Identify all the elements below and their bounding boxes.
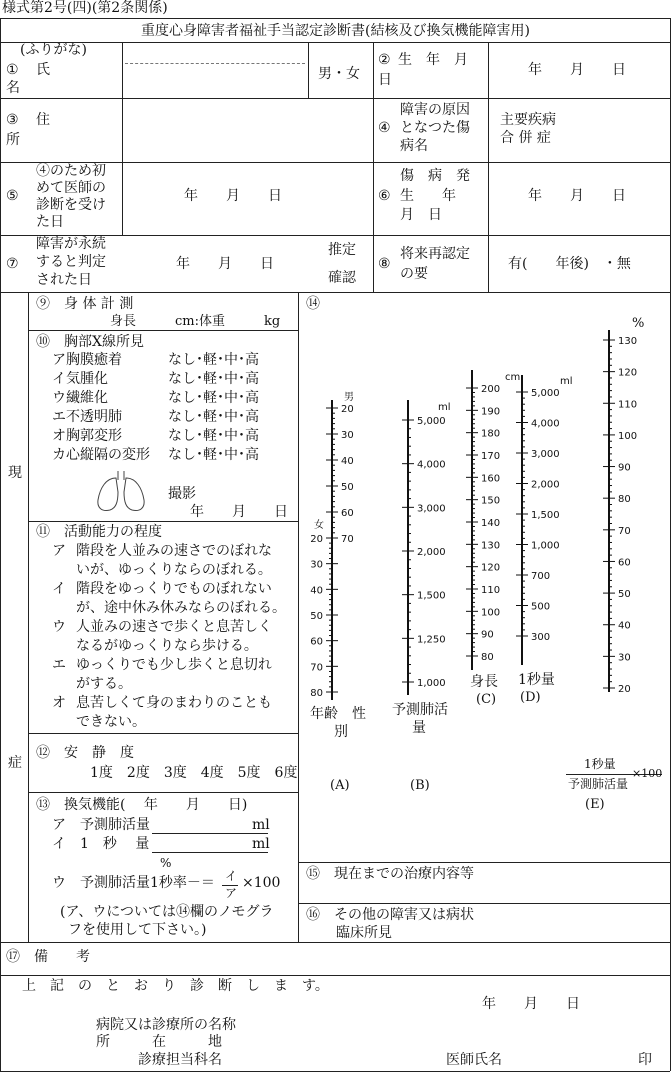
future-number: ⑧ [378, 256, 391, 272]
activity-o-line-2: できない。 [76, 714, 146, 730]
percent-label: 110 [618, 399, 638, 411]
doctor-label: 医師氏名 [446, 1052, 502, 1068]
activity-key-e[interactable]: エ [52, 657, 66, 673]
nomogram-e-times: ×100 [632, 767, 663, 780]
age-male-label: 20 [341, 404, 354, 415]
activity-a-line-2: いが、ゆっくりならのぼれる。 [76, 562, 272, 578]
birth-date-field[interactable]: 年 月 日 [528, 62, 626, 78]
onset-number: ⑥ [378, 188, 391, 204]
age-female-label: 20 [310, 534, 323, 545]
nomogram-male-label: 男 [344, 392, 354, 403]
rest-title: ⑫ 安 静 度 [36, 745, 134, 761]
name-number: ① [6, 62, 19, 78]
vital-capacity-label: 1,000 [417, 678, 446, 689]
xray-options-1[interactable]: なし･軽･中･高 [168, 352, 259, 368]
percent-label: 20 [618, 684, 631, 695]
activity-key-i[interactable]: イ [52, 581, 66, 597]
vent-times100: ×100 [242, 875, 281, 891]
declaration-text: 上 記 の と お り 診 断 し ま す。 [22, 978, 329, 994]
age-female-label: 60 [310, 636, 323, 648]
confirm-label[interactable]: 確認 [328, 270, 356, 286]
remarks-input[interactable] [100, 946, 660, 972]
permanent-line-2: すると判定 [36, 254, 106, 270]
first-diag-line-1: ④のため初 [36, 163, 106, 179]
xray-options-3[interactable]: なし･軽･中･高 [168, 390, 259, 406]
xray-options-5[interactable]: なし･軽･中･高 [168, 428, 259, 444]
xray-title: ⑩ 胸部X線所見 [36, 334, 144, 350]
nomogram-unit-cm: cm [505, 372, 521, 383]
percent-label: 130 [618, 336, 638, 347]
seal-label: 印 [638, 1052, 652, 1068]
cause-line-2: となつた傷 [400, 120, 470, 136]
nomogram-e-denominator: 予測肺活量 [568, 777, 629, 791]
birth-label-2: 日 [378, 72, 392, 88]
first-diag-line-4: た日 [36, 214, 64, 230]
vent-percent: % [160, 856, 172, 870]
xray-options-6[interactable]: なし･軽･中･高 [168, 447, 259, 463]
form-title: 重度心身障害者福祉手当認定診断書(結核及び換気機能障害用) [141, 23, 530, 39]
vent-title: ⑬ 換気機能( 年 月 日) [36, 797, 248, 813]
age-male-label: 70 [341, 534, 354, 545]
estimate-label[interactable]: 推定 [328, 242, 356, 258]
future-line-2: の要 [400, 266, 428, 282]
name-label: 氏 [36, 62, 50, 78]
nomogram-age-label-2: 別 [334, 724, 348, 740]
body-measure-title: ⑨ 身 体 計 測 [36, 296, 134, 312]
nomogram-unit-pct: % [632, 316, 645, 331]
activity-e-line-2: がする。 [76, 676, 132, 692]
nomogram-letter-d: (D) [520, 690, 541, 705]
first-diag-line-2: めて医師の [36, 180, 106, 196]
xray-options-4[interactable]: なし･軽･中･高 [168, 409, 259, 425]
activity-key-o[interactable]: オ [52, 695, 66, 711]
declaration-date[interactable]: 年 月 日 [482, 996, 580, 1012]
fev1-label: 1,000 [531, 540, 560, 552]
activity-e-line-1: ゆっくりでも少し歩くと息切れ [76, 657, 272, 673]
height-label: 130 [481, 540, 501, 552]
first-diag-line-3: 診断を受け [36, 197, 106, 213]
location-label: 所 在 地 [96, 1034, 222, 1050]
fev1-label: 700 [531, 571, 551, 582]
department-label: 診療担当科名 [138, 1052, 222, 1068]
age-female-label: 40 [310, 585, 323, 597]
percent-label: 120 [618, 367, 638, 379]
vent-u-label: ウ 予測肺活量1秒率－＝ [52, 875, 215, 891]
nomogram-vc-label-2: 量 [412, 720, 426, 736]
height-label: 160 [481, 473, 501, 485]
permanent-line-3: された日 [36, 272, 92, 288]
fev1-label: 3,000 [531, 449, 560, 460]
remarks-label: ⑰ 備 考 [6, 949, 90, 965]
nomogram-fev-label: 1秒量 [518, 672, 555, 688]
xray-label-3: ウ繊維化 [52, 390, 108, 406]
activity-title: ⑪ 活動能力の程度 [36, 524, 162, 540]
activity-key-u[interactable]: ウ [52, 619, 66, 635]
nomogram-female-label: 女 [314, 520, 324, 531]
height-label: 80 [481, 652, 494, 663]
vital-capacity-label: 4,000 [417, 459, 446, 471]
photo-date[interactable]: 年 月 日 [190, 504, 288, 520]
future-line-1: 将来再認定 [400, 246, 470, 262]
furigana-label: (ふりがな) [20, 42, 87, 58]
vital-capacity-label: 1,500 [417, 590, 446, 602]
activity-i-line-1: 階段をゆっくりでものぼれない [76, 581, 272, 597]
onset-line-2: 生 年 [400, 188, 456, 204]
nomogram-letter-c: (C) [476, 692, 497, 707]
body-measure-values[interactable]: 身長 cm:体重 kg [110, 314, 281, 329]
symptom-side-label-2: 症 [8, 755, 22, 771]
vent-i-label: イ 1 秒 量 [52, 836, 150, 852]
symptom-side-label-1: 現 [8, 465, 22, 481]
cause-line-3: 病名 [400, 138, 428, 154]
fev1-label: 2,000 [531, 479, 560, 491]
onset-line-1: 傷 病 発 [400, 168, 470, 184]
vital-capacity-label: 2,000 [417, 547, 446, 558]
height-label: 140 [481, 518, 501, 529]
fev1-label: 1,500 [531, 510, 560, 521]
age-female-label: 80 [310, 688, 323, 699]
xray-label-4: エ不透明肺 [52, 409, 122, 425]
vital-capacity-label: 3,000 [417, 503, 446, 515]
height-label: 90 [481, 629, 494, 641]
height-label: 200 [481, 384, 501, 395]
nomogram-age-label: 年齢 性 [310, 706, 366, 722]
hospital-label: 病院又は診療所の名称 [96, 1017, 236, 1033]
activity-o-line-1: 息苦しくて身のまわりのことも [76, 695, 272, 711]
vent-a-label: ア 予測肺活量 [52, 817, 150, 833]
age-male-label: 30 [341, 430, 354, 441]
height-label: 100 [481, 607, 501, 619]
height-label: 120 [481, 562, 501, 574]
vent-frac-num: イ [225, 869, 238, 883]
height-label: 150 [481, 495, 501, 507]
permanent-number: ⑦ [6, 256, 19, 272]
cause-line-1: 障害の原因 [400, 102, 470, 118]
percent-label: 90 [618, 462, 631, 474]
other-label: ⑯ その他の障害又は病状 [306, 907, 474, 923]
cause-number: ④ [378, 120, 391, 136]
percent-label: 50 [618, 589, 631, 601]
permanent-line-1: 障害が永続 [36, 236, 106, 252]
percent-label: 70 [618, 525, 631, 537]
nomogram-number: ⑭ [306, 296, 320, 312]
vent-note-1: (ア、ウについては⑭欄のノモグラ [60, 904, 274, 920]
first-diag-date[interactable]: 年 月 日 [184, 188, 282, 204]
rest-levels[interactable]: 1度 2度 3度 4度 5度 6度 [90, 765, 298, 781]
nomogram-letter-b: (B) [410, 778, 430, 793]
age-male-label: 50 [341, 482, 354, 493]
birth-label: 生 年 月 [398, 52, 468, 68]
main-disease-label: 主要疾病 [500, 112, 556, 128]
address-number: ③ [6, 112, 19, 128]
vital-capacity-label: 5,000 [417, 416, 446, 427]
nomogram-scales [299, 300, 669, 860]
permanent-date[interactable]: 年 月 日 [176, 256, 274, 272]
treatment-label: ⑮ 現在までの治療内容等 [306, 866, 474, 882]
nomogram-unit-ml-d: ml [560, 376, 573, 387]
activity-key-a[interactable]: ア [52, 543, 66, 559]
activity-u-line-2: なるがゆっくりなら歩ける。 [76, 638, 258, 654]
fev1-label: 5,000 [531, 388, 560, 399]
vital-capacity-label: 1,250 [417, 634, 446, 646]
fev1-label: 500 [531, 601, 551, 613]
nomogram-letter-e: (E) [585, 797, 605, 812]
percent-label: 40 [618, 620, 631, 632]
nomogram-e-numerator: 1秒量 [584, 757, 616, 771]
address-label-2: 所 [6, 132, 20, 148]
xray-options-2[interactable]: なし･軽･中･高 [168, 371, 259, 387]
birth-number: ② [378, 52, 391, 68]
activity-i-line-2: が、途中休み休みならのぼれる。 [76, 600, 286, 616]
percent-label: 60 [618, 557, 631, 569]
vent-frac-den: ア [225, 886, 238, 900]
age-female-label: 30 [310, 559, 323, 571]
activity-u-line-1: 人並みの速さで歩くと息苦しく [76, 619, 272, 635]
fev1-label: 300 [531, 632, 551, 643]
nomogram-letter-a: (A) [330, 778, 350, 793]
height-label: 190 [481, 406, 501, 418]
photo-label: 撮影 [168, 486, 196, 502]
height-label: 180 [481, 428, 501, 440]
age-male-label: 60 [341, 508, 354, 519]
clinical-findings-label: 臨床所見 [336, 925, 392, 941]
address-label: 住 [36, 112, 50, 128]
name-input[interactable] [125, 66, 305, 94]
height-label: 110 [481, 585, 501, 596]
first-diag-number: ⑤ [6, 188, 19, 204]
vent-note-2: フを使用して下さい。) [68, 922, 207, 938]
xray-label-2: イ気腫化 [52, 371, 108, 387]
nomogram-height-label: 身長 [470, 674, 498, 690]
age-male-label: 40 [341, 456, 354, 467]
fev1-label: 4,000 [531, 418, 560, 430]
onset-date[interactable]: 年 月 日 [528, 188, 626, 204]
lungs-icon [94, 468, 148, 514]
height-label: 170 [481, 451, 501, 462]
age-female-label: 70 [310, 662, 323, 674]
vent-a-unit: ml [252, 817, 270, 833]
nomogram-vc-label: 予測肺活 [392, 702, 448, 718]
age-female-label: 50 [310, 611, 323, 622]
form-label: 様式第2号(四)(第2条関係) [2, 0, 168, 16]
activity-a-line-1: 階段を人並みの速さでのぼれな [76, 543, 272, 559]
onset-line-3: 月 日 [400, 207, 442, 223]
xray-label-5: オ胸郭変形 [52, 428, 122, 444]
xray-label-6: カ心縦隔の変形 [52, 447, 150, 463]
percent-label: 80 [618, 494, 631, 506]
percent-label: 30 [618, 652, 631, 664]
nomogram-unit-ml-b: ml [438, 402, 451, 413]
complication-label: 合 併 症 [500, 130, 551, 146]
future-value[interactable]: 有( 年後) ・無 [508, 256, 631, 272]
address-input[interactable] [125, 102, 370, 158]
gender-choice[interactable]: 男・女 [318, 66, 360, 82]
xray-label-1: ア胸膜癒着 [52, 352, 122, 368]
vent-i-unit: ml [252, 836, 270, 852]
percent-label: 100 [618, 430, 638, 442]
name-label-2: 名 [6, 80, 20, 96]
